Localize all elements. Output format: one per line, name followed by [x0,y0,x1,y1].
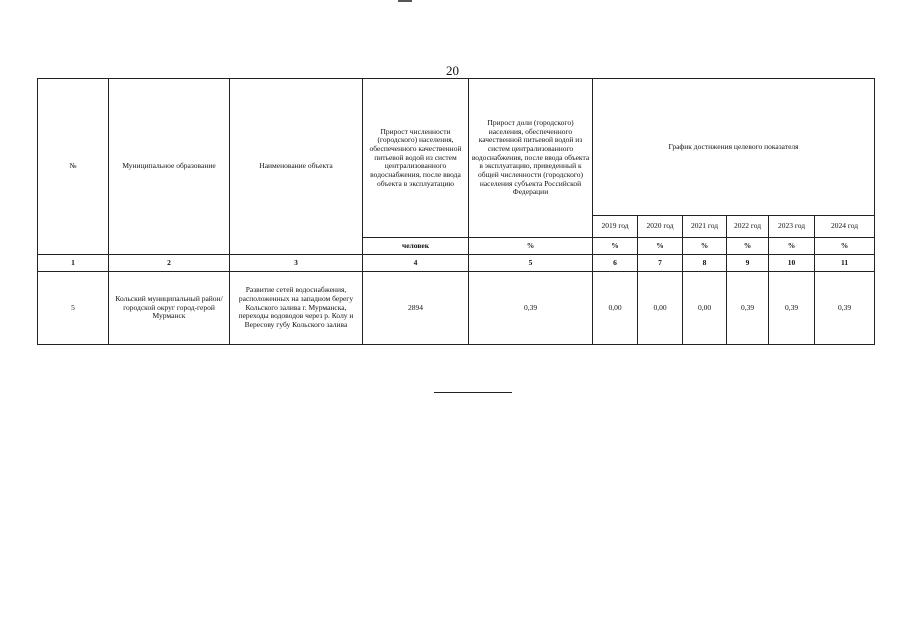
table-row [38,272,875,345]
unit-2022: % [727,238,769,255]
header-share-increase: Прирост доли (городского) населения, обеспеченного качественной питьевой водой из систем централизованного водоснабжения, после ввода объекта в эксплуатацию, приведенный к общей численности (городского) населения субъекта Российской Федерации [469,79,593,238]
unit-population: человек [363,238,469,255]
column-number: 2 [109,255,230,272]
row-number: 5 [38,272,109,345]
unit-share: % [469,238,593,255]
row-population: 2894 [363,272,469,345]
header-year-2020: 2020 год [638,216,683,238]
column-number: 4 [363,255,469,272]
unit-2024: % [815,238,875,255]
unit-2021: % [683,238,727,255]
header-object-name: Наименование объекта [230,79,363,255]
header-year-2019: 2019 год [593,216,638,238]
closing-rule [434,392,512,393]
column-number: 11 [815,255,875,272]
row-value-2019: 0,00 [593,272,638,345]
header-population-increase: Прирост численности (городского) населения, обеспеченного качественной питьевой водой из систем централизованного водоснабжения, после ввода объекта в эксплуатацию [363,79,469,238]
header-year-2024: 2024 год [815,216,875,238]
target-indicator-table [37,78,875,345]
row-object-name: Развитие сетей водоснабжения, расположенных на западном берегу Кольского залива г. Мурманска, переходы водоводов через р. Колу и Вересову губу Кольского залива [230,272,363,345]
header-number: № [38,79,109,255]
row-value-2020: 0,00 [638,272,683,345]
column-number: 9 [727,255,769,272]
row-value-2021: 0,00 [683,272,727,345]
top-mark [398,0,412,2]
header-year-2021: 2021 год [683,216,727,238]
page-number: 20 [446,63,459,78]
column-number: 5 [469,255,593,272]
column-number: 1 [38,255,109,272]
unit-2020: % [638,238,683,255]
header-year-2022: 2022 год [727,216,769,238]
column-number: 3 [230,255,363,272]
unit-2023: % [769,238,815,255]
row-value-2022: 0,39 [727,272,769,345]
unit-2019: % [593,238,638,255]
column-number: 8 [683,255,727,272]
row-share: 0,39 [469,272,593,345]
header-municipality: Муниципальное образование [109,79,230,255]
column-number: 6 [593,255,638,272]
row-value-2023: 0,39 [769,272,815,345]
column-number: 7 [638,255,683,272]
header-schedule: График достижения целевого показателя [593,79,875,216]
header-year-2023: 2023 год [769,216,815,238]
row-municipality: Кольский муниципальный район/городской округ город-герой Мурманск [109,272,230,345]
row-value-2024: 0,39 [815,272,875,345]
column-number: 10 [769,255,815,272]
